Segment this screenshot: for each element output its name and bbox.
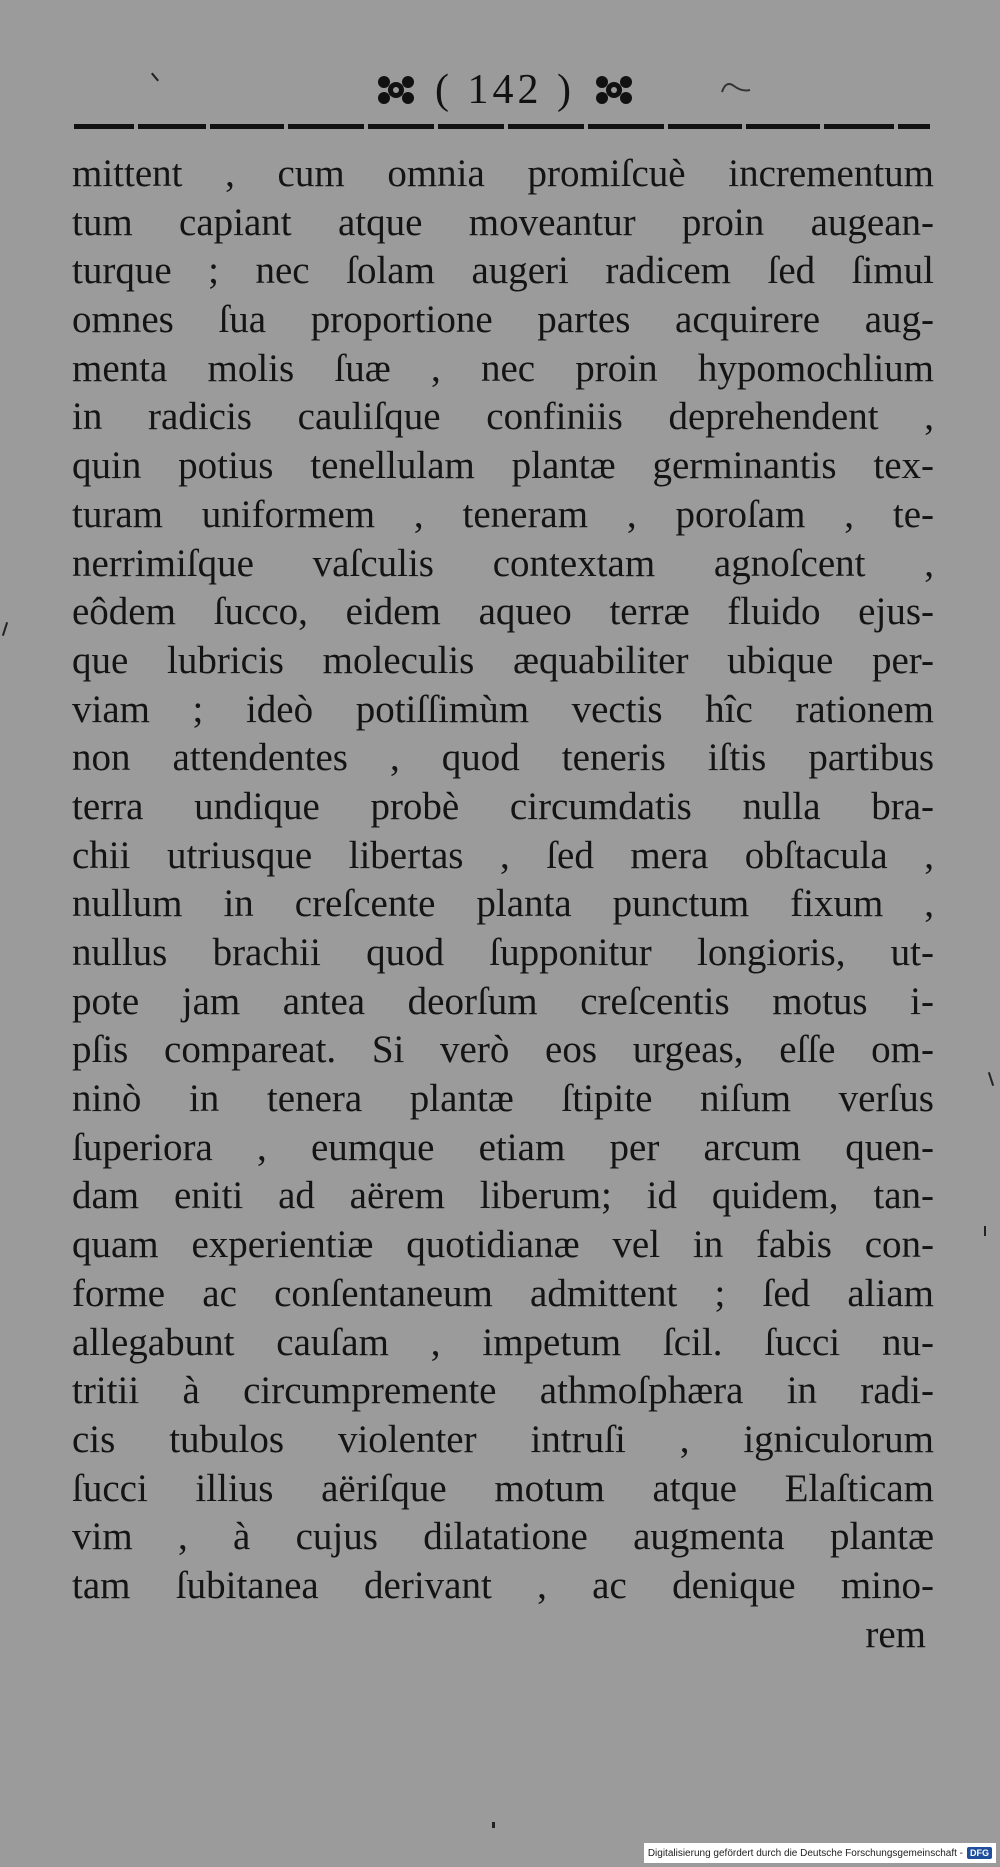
ink-smudge-icon — [718, 78, 754, 100]
text-line: quin potius tenellulam plantæ germinantis tex- — [72, 444, 934, 488]
page-number: ( 142 ) — [435, 67, 575, 113]
text-line: vim , à cujus dilatatione augmenta plantæ — [72, 1515, 934, 1559]
text-line: allegabunt cauſam , impetum ſcil. ſucci nu- — [72, 1320, 934, 1364]
fleuron-left-icon — [375, 72, 417, 108]
text-line: menta molis ſuæ , nec proin hypomochlium — [72, 346, 934, 390]
text-line: dam eniti ad aërem liberum; id quidem, tan- — [72, 1174, 934, 1218]
text-line: cis tubulos violenter intruſi , igniculorum — [72, 1417, 934, 1461]
header-rule — [74, 120, 930, 134]
text-line: terra undique probè circumdatis nulla bra- — [72, 784, 934, 828]
margin-mark — [988, 1072, 994, 1086]
text-line: pote jam antea deorſum creſcentis motus i- — [72, 979, 934, 1023]
text-line: nerrimiſque vaſculis contextam agnoſcent , — [72, 541, 934, 585]
catchword: rem — [865, 1612, 926, 1656]
text-line: pſis compareat. Si verò eos urgeas, eſſe om- — [72, 1028, 934, 1072]
text-line: eôdem ſucco, eidem aqueo terræ fluido ejus- — [72, 590, 934, 634]
page-header — [0, 62, 1000, 118]
margin-mark — [492, 1822, 495, 1828]
credit-text: Digitalisierung gefördert durch die Deutsche Forschungsgemeinschaft - — [647, 1847, 963, 1859]
text-line: tam ſubitanea derivant , ac denique mino- — [72, 1563, 934, 1607]
text-line: ninò in tenera plantæ ſtipite niſum verſus — [72, 1077, 934, 1121]
text-line: tritii à circumpremente athmoſphæra in radi- — [72, 1369, 934, 1413]
text-line: mittent , cum omnia promiſcuè incrementum — [72, 152, 934, 195]
text-line: nullum in creſcente planta punctum fixum , — [72, 882, 934, 926]
text-line: chii utriusque libertas , ſed mera obſtacula , — [72, 833, 934, 877]
body-text — [72, 150, 934, 1659]
text-line: tum capiant atque moveantur proin augean- — [72, 200, 934, 244]
text-line: non attendentes , quod teneris iſtis partibus — [72, 736, 934, 780]
text-line: omnes ſua proportione partes acquirere aug- — [72, 298, 934, 342]
text-line: quam experientiæ quotidianæ vel in fabis con- — [72, 1223, 934, 1267]
margin-mark — [984, 1226, 986, 1236]
text-line: ſucci illius aëriſque motum atque Elaſticam — [72, 1466, 934, 1510]
dfg-logo-icon: DFG — [967, 1847, 992, 1859]
text-line: turam uniformem , teneram , poroſam , te- — [72, 492, 934, 536]
digitization-credit — [644, 1843, 996, 1863]
text-line: viam ; ideò potiſſimùm vectis hîc rationem — [72, 687, 934, 731]
margin-mark — [2, 622, 8, 636]
text-line: in radicis cauliſque confiniis deprehendent , — [72, 395, 934, 439]
text-line: turque ; nec ſolam augeri radicem ſed ſimul — [72, 249, 934, 293]
text-line: forme ac conſentaneum admittent ; ſed aliam — [72, 1271, 934, 1315]
fleuron-right-icon — [593, 72, 635, 108]
text-line: que lubricis moleculis æquabiliter ubique per- — [72, 638, 934, 682]
text-line: ſuperiora , eumque etiam per arcum quen- — [72, 1125, 934, 1169]
text-line: nullus brachii quod ſupponitur longioris, ut- — [72, 931, 934, 974]
header-ornament-group — [345, 62, 665, 118]
